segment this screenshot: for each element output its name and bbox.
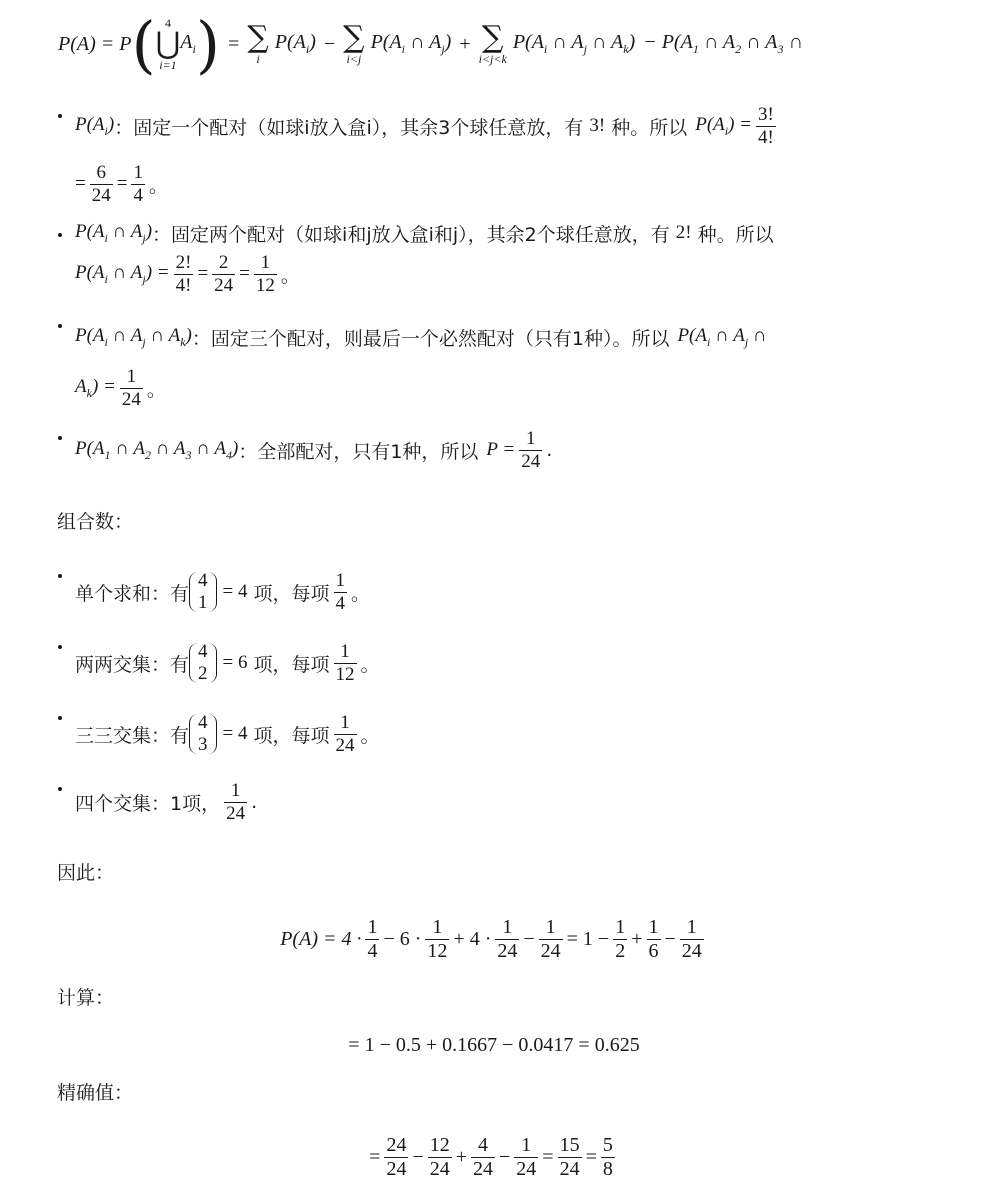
compute-heading: 计算： [57,987,115,1009]
term-quad: − $P(A_1$ ∩ $A_2$ ∩ $A_3$ ∩ [643,31,803,56]
right-paren: ) [195,7,221,81]
bullet-dot [58,716,62,720]
fraction: $\frac{12}{24}$ [429,1133,450,1180]
fraction: $\frac{1}{12}$ [335,640,355,685]
left-paren: ( [131,7,156,81]
binomial: 4 3 [189,712,217,756]
fraction: $\frac{1}{24}$ [226,779,246,824]
op-minus: − [323,32,336,55]
bullet-dot [58,645,62,649]
fraction: $\frac{24}{24}$ [386,1133,407,1180]
fraction: $\frac{1}{24}$ [497,915,518,962]
term-pair: $P(A_i$ ∩ $A_j$) [370,31,452,56]
fraction: $\frac{15}{24}$ [559,1133,580,1180]
fraction: $\frac{1}{24}$ [521,427,541,472]
fraction: $\frac{2!}{4!}$ [175,251,192,296]
fraction: $\frac{1}{12}$ [427,915,448,962]
inclusion-exclusion-formula [58,2,803,86]
exact-heading: 精确值： [57,1082,134,1104]
bullet-pair-line2: $P(A_i$ ∩ $A_j$) = $\frac{2!}{4!}$ = $\frac{2}{24}$ = $\frac{1}{12}$ 。 [75,251,300,296]
fraction: $\frac{6}{24}$ [91,161,111,206]
fraction: $\frac{2}{24}$ [214,251,234,296]
sum-pair: ∑ i<j [343,20,365,66]
therefore-equation: P(A) = 4 · $\frac{1}{4}$ − 6 · $\frac{1}{12}$ + 4 · $\frac{1}{24}$ − $\frac{1}{24}$ = 1 − $\frac{1}{2}$ + $\frac{1}{6}$ − $\frac{1}{24}$ [280,915,702,962]
fraction: $\frac{3!}{4!}$ [758,103,774,148]
bullet-text: ：固定两个配对（如球i和j放入盒i和j），其余2个球任意放，有 [152,223,670,246]
fraction: $\frac{1}{4}$ [133,161,143,206]
combo-row-triple: 三三交集：有 4 3 = 4 项，每项 $\frac{1}{24}$ 。 [75,711,380,756]
fraction: $\frac{1}{4}$ [367,915,378,962]
bullet-dot [58,574,62,578]
bullet-dot [58,436,62,440]
fraction: $\frac{1}{12}$ [255,251,275,296]
fraction: $\frac{1}{24}$ [681,915,702,962]
bullet-dot [58,233,62,237]
bullet-single-line1: $P(A_i)$ ：固定一个配对（如球i放入盒i），其余3个球任意放，有 3! 种。所以 $P(A_i)$ = $\frac{3!}{4!}$ [75,103,774,148]
term-triple: $P(A_i$ ∩ $A_j$ ∩ $A_k$) [512,31,636,56]
formula-equals: = [228,32,240,55]
formula-lhs: P(A) = P [58,32,132,55]
compute-equation: = 1 − 0.5 + 0.1667 − 0.0417 = 0.625 [348,1034,640,1056]
bullet-triple-line1: $P(A_i$ ∩ $A_j$ ∩ $A_k$) ：固定三个配对，则最后一个必然配对（只有1种）。所以 $P(A_i$ ∩ $A_j$ ∩ [75,324,767,350]
fraction: $\frac{1}{4}$ [335,569,345,614]
fraction: $\frac{1}{24}$ [335,711,355,756]
combo-row-pair: 两两交集：有 4 2 = 6 项，每项 $\frac{1}{12}$ 。 [75,640,380,685]
bullet-quad: $P(A_1$ ∩ $A_2$ ∩ $A_3$ ∩ $A_4$) ：全部配对，只有1种，所以 P = $\frac{1}{24}$ . [75,427,553,472]
bullet-text: ：固定三个配对，则最后一个必然配对（只有1种）。所以 [191,327,670,350]
op-plus: + [459,32,471,55]
fraction: $\frac{1}{24}$ [121,365,141,410]
fraction: $\frac{5}{8}$ [602,1133,613,1180]
combo-row-single: 单个求和：有 4 1 = 4 项，每项 $\frac{1}{4}$ 。 [75,569,371,614]
union-argument: $A_i$ [180,31,196,56]
combo-row-quad: 四个交集：1项， $\frac{1}{24}$ . [75,779,258,824]
bullet-pair-line1: $P(A_i$ ∩ $A_j$) ：固定两个配对（如球i和j放入盒i和j），其余2个球任意放，有 2! 种。所以 [75,220,774,246]
union-operator: 4 ⋃ i=1 [155,16,181,72]
bullet-dot [58,114,62,118]
sum-single: ∑ i [247,20,269,66]
fraction: $\frac{1}{6}$ [648,915,659,962]
therefore-heading: 因此： [57,862,115,884]
fraction: $\frac{1}{24}$ [516,1133,537,1180]
bullet-dot [58,324,62,328]
term-single: $P(A_i)$ [274,31,316,56]
sum-triple: ∑ i<j<k [478,20,507,66]
combos-heading: 组合数： [57,511,134,533]
bullet-text: ：全部配对，只有1种，所以 [238,440,479,463]
binomial: 4 2 [189,641,217,685]
fraction: $\frac{1}{2}$ [615,915,626,962]
fraction: $\frac{1}{24}$ [540,915,561,962]
bullet-triple-line2: $A_k$) = $\frac{1}{24}$ 。 [75,365,166,410]
bullet-text: ：固定一个配对（如球i放入盒i），其余3个球任意放，有 [114,116,584,139]
bullet-dot [58,787,62,791]
binomial: 4 1 [189,570,217,614]
fraction: $\frac{4}{24}$ [473,1133,493,1180]
bullet-single-line2: = $\frac{6}{24}$ = $\frac{1}{4}$ 。 [75,161,168,206]
exact-equation: = $\frac{24}{24}$ − $\frac{12}{24}$ + $\frac{4}{24}$ − $\frac{1}{24}$ = $\frac{15}{24}$ = $\frac{5}{8}$ [369,1133,613,1180]
